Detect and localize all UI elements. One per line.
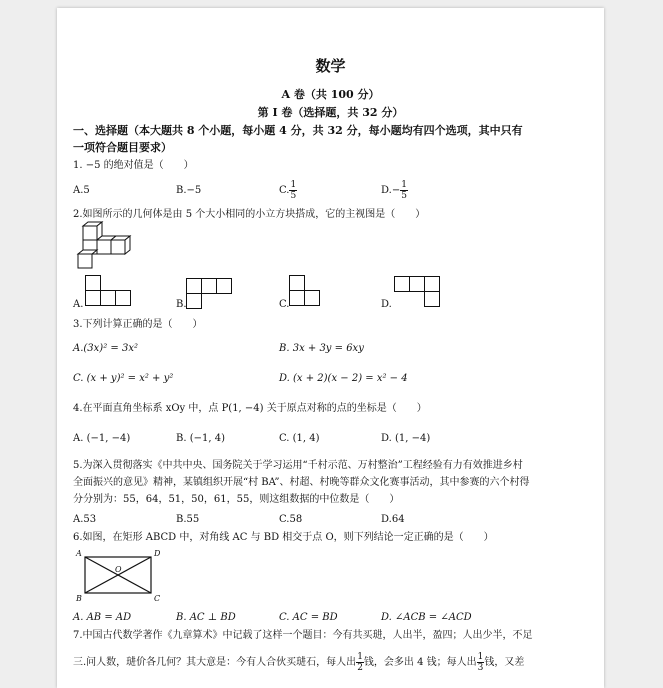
q1-c-denominator: 5 <box>290 191 297 201</box>
q2-option-d: D. <box>381 299 392 310</box>
section1-line1: 一、选择题（本大题共 8 个小题，每小题 4 分，共 32 分，每小题均有四个选项，其中只有 <box>73 124 523 137</box>
q2-view-b <box>186 278 234 310</box>
q3-option-a: A.(3x)² = 3x² <box>73 343 138 354</box>
q1-option-a: A.5 <box>73 185 90 196</box>
q2-solid-figure <box>77 222 137 268</box>
q1-option-c <box>279 176 297 206</box>
q5-option-b: B.55 <box>176 514 200 525</box>
q6-stem: 6.如图，在矩形 ABCD 中，对角线 AC 与 BD 相交于点 O，则下列结论一定正确的是（ ） <box>73 532 494 543</box>
volume-1-heading: 第 I 卷（选择题，共 32 分） <box>257 106 404 119</box>
section1-line2: 一项符合题目要求） <box>73 141 172 154</box>
q4-option-b: B. (−1, 4) <box>176 433 225 444</box>
q1-stem: 1. −5 的绝对值是（ ） <box>73 160 194 171</box>
q1-option-c-fraction <box>289 180 297 201</box>
q5-line2: 全面振兴的意见》精神，某镇组织开展“村 BA”、村超、村晚等群众文化赛事活动，其中参赛的六个村得 <box>73 477 530 488</box>
q7-line2-part1: 三.问人数，琎价各几何？其大意是：今有人合伙买琎石，每人出 <box>73 657 357 668</box>
q5-line1: 5.为深入贯彻落实《中共中央、国务院关于学习运用“千村示范、万村整治”工程经验有力有效推进乡村 <box>73 460 523 471</box>
q5-option-c: C.58 <box>279 514 303 525</box>
q3-stem: 3.下列计算正确的是（ ） <box>73 319 203 330</box>
q6-label-b: B <box>76 594 82 603</box>
q6-label-d: D <box>154 549 161 558</box>
document-page <box>57 8 604 688</box>
q6-label-o: O <box>115 565 122 574</box>
q2-option-c: C. <box>279 299 290 310</box>
q6-rectangle-figure <box>73 548 163 604</box>
q7-line2 <box>73 651 524 675</box>
q1-c-numerator: 1 <box>290 180 297 190</box>
q1-option-b: B.−5 <box>176 185 202 196</box>
q3-option-c: C. (x + y)² = x² + y² <box>73 373 174 384</box>
q6-label-a: A <box>76 549 82 558</box>
q5-option-d: D.64 <box>381 514 405 525</box>
q7-frac1-denominator: 2 <box>357 663 363 673</box>
q1-option-d <box>381 176 408 206</box>
q2-view-c <box>289 275 323 307</box>
q6-option-b: B. AC ⊥ BD <box>176 612 236 623</box>
q4-option-c: C. (1, 4) <box>279 433 320 444</box>
q6-option-d: D. ∠ACB = ∠ACD <box>381 612 472 623</box>
q2-option-b: B. <box>176 299 187 310</box>
q5-line3: 分分别为：55，64，51，50，61，55，则这组数据的中位数是（ ） <box>73 494 400 505</box>
q2-stem: 2.如图所示的几何体是由 5 个大小相同的小立方块搭成，它的主视图是（ ） <box>73 209 426 220</box>
q3-option-d: D. (x + 2)(x − 2) = x² − 4 <box>279 373 408 384</box>
q2-option-a: A. <box>73 299 84 310</box>
q7-frac1-numerator: 1 <box>357 652 363 662</box>
q6-option-a: A. AB = AD <box>73 612 132 623</box>
q1-option-d-prefix: D.− <box>381 185 401 196</box>
q3-option-b: B. 3x + 3y = 6xy <box>279 343 364 354</box>
q7-frac2-numerator: 1 <box>477 652 484 662</box>
q5-option-a: A.53 <box>73 514 97 525</box>
q4-option-a: A. (−1, −4) <box>73 433 131 444</box>
q1-option-c-prefix: C. <box>279 185 290 196</box>
q7-line2-part2: 钱，会多出 4 钱；每人出 <box>363 657 477 668</box>
q4-stem: 4.在平面直角坐标系 xOy 中，点 P(1, −4) 关于原点对称的点的坐标是（ ） <box>73 403 427 414</box>
q4-option-d: D. (1, −4) <box>381 433 431 444</box>
q2-view-d <box>394 276 442 308</box>
q1-d-numerator: 1 <box>401 180 407 190</box>
page-title: 数学 <box>315 57 346 75</box>
q7-line1: 7.中国古代数学著作《九章算术》中记载了这样一个题目：今有共买琎，人出半，盈四；人出少半，不足 <box>73 630 533 641</box>
q1-option-d-fraction <box>400 180 408 201</box>
q7-frac2-denominator: 3 <box>477 663 484 673</box>
q6-label-c: C <box>154 594 161 603</box>
q7-fraction-half <box>356 652 364 673</box>
volume-a-heading: A 卷（共 100 分） <box>281 88 380 101</box>
q2-view-a <box>85 275 133 307</box>
q1-d-denominator: 5 <box>401 191 407 201</box>
q7-line2-part3: 钱，又差 <box>484 657 525 668</box>
q6-option-c: C. AC = BD <box>279 612 338 623</box>
